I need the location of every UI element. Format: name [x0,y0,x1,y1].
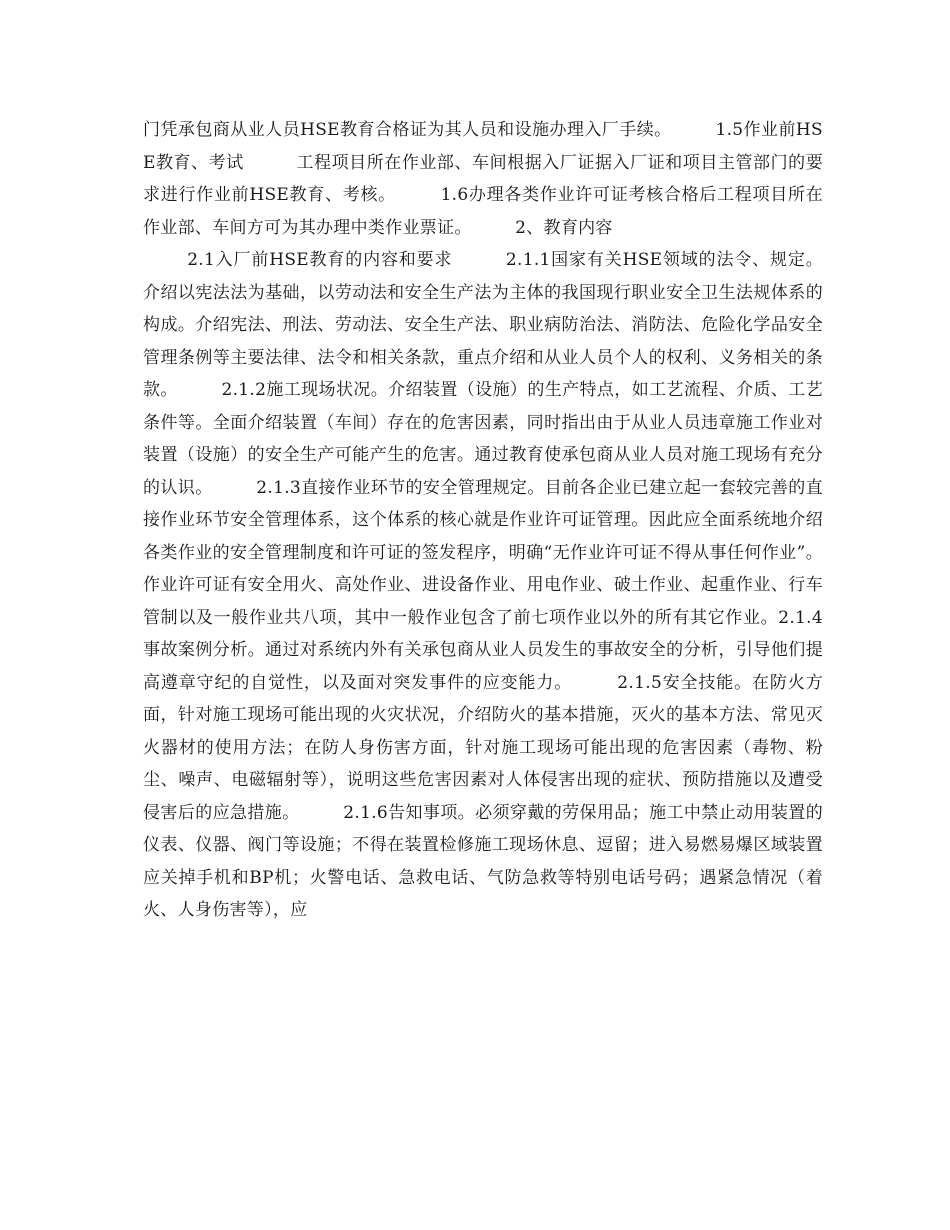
paragraph-2: 2.1入厂前HSE教育的内容和要求 2.1.1国家有关HSE领域的法令、规定。介绍以宪法法为基础，以劳动法和安全生产法为主体的我国现行职业安全卫生法规体系的构成。介绍宪法、刑法、劳动法、安全生产法、职业病防治法、消防法、危险化学品安全管理条例等主要法律、法令和相关条款，重点介绍和从业人员个人的权利、义务相关的条款。 2.1.2施工现场状况。介绍装置（设施）的生产特点，如工艺流程、介质、工艺条件等。全面介绍装置（车间）存在的危害因素，同时指出由于从业人员违章施工作业对装置（设施）的安全生产可能产生的危害。通过教育使承包商从业人员对施工现场有充分的认识。 2.1.3直接作业环节的安全管理规定。目前各企业已建立起一套较完善的直接作业环节安全管理体系，这个体系的核心就是作业许可证管理。因此应全面系统地介绍各类作业的安全管理制度和许可证的签发程序，明确“无作业许可证不得从事任何作业”。作业许可证有安全用火、高处作业、进设备作业、用电作业、破土作业、起重作业、行车管制以及一般作业共八项，其中一般作业包含了前七项作业以外的所有其它作业。2.1.4事故案例分析。通过对系统内外有关承包商从业人员发生的事故安全的分析，引导他们提高遵章守纪的自觉性，以及面对突发事件的应变能力。 2.1.5安全技能。在防火方面，针对施工现场可能出现的火灾状况，介绍防火的基本措施，灭火的基本方法、常见灭火器材的使用方法；在防人身伤害方面，针对施工现场可能出现的危害因素（毒物、粉尘、噪声、电磁辐射等），说明这些危害因素对人体侵害出现的症状、预防措施以及遭受侵害后的应急措施。 2.1.6告知事项。必须穿戴的劳保用品；施工中禁止动用装置的仪表、仪器、阀门等设施；不得在装置检修施工现场休息、逗留；进入易燃易爆区域装置应关掉手机和BP机；火警电话、急救电话、气防急救等特别电话号码；遇紧急情况（着火、人身伤害等），应 [143,250,823,920]
paragraph-1: 门凭承包商从业人员HSE教育合格证为其人员和设施办理入厂手续。 1.5作业前HSE教育、考试 工程项目所在作业部、车间根据入厂证据入厂证和项目主管部门的要求进行作业前HSE教育、考核。 1.6办理各类作业许可证考核合格后工程项目所在作业部、车间方可为其办理中类作业票证。 2、教育内容 [143,120,823,238]
document-body [143,114,823,927]
